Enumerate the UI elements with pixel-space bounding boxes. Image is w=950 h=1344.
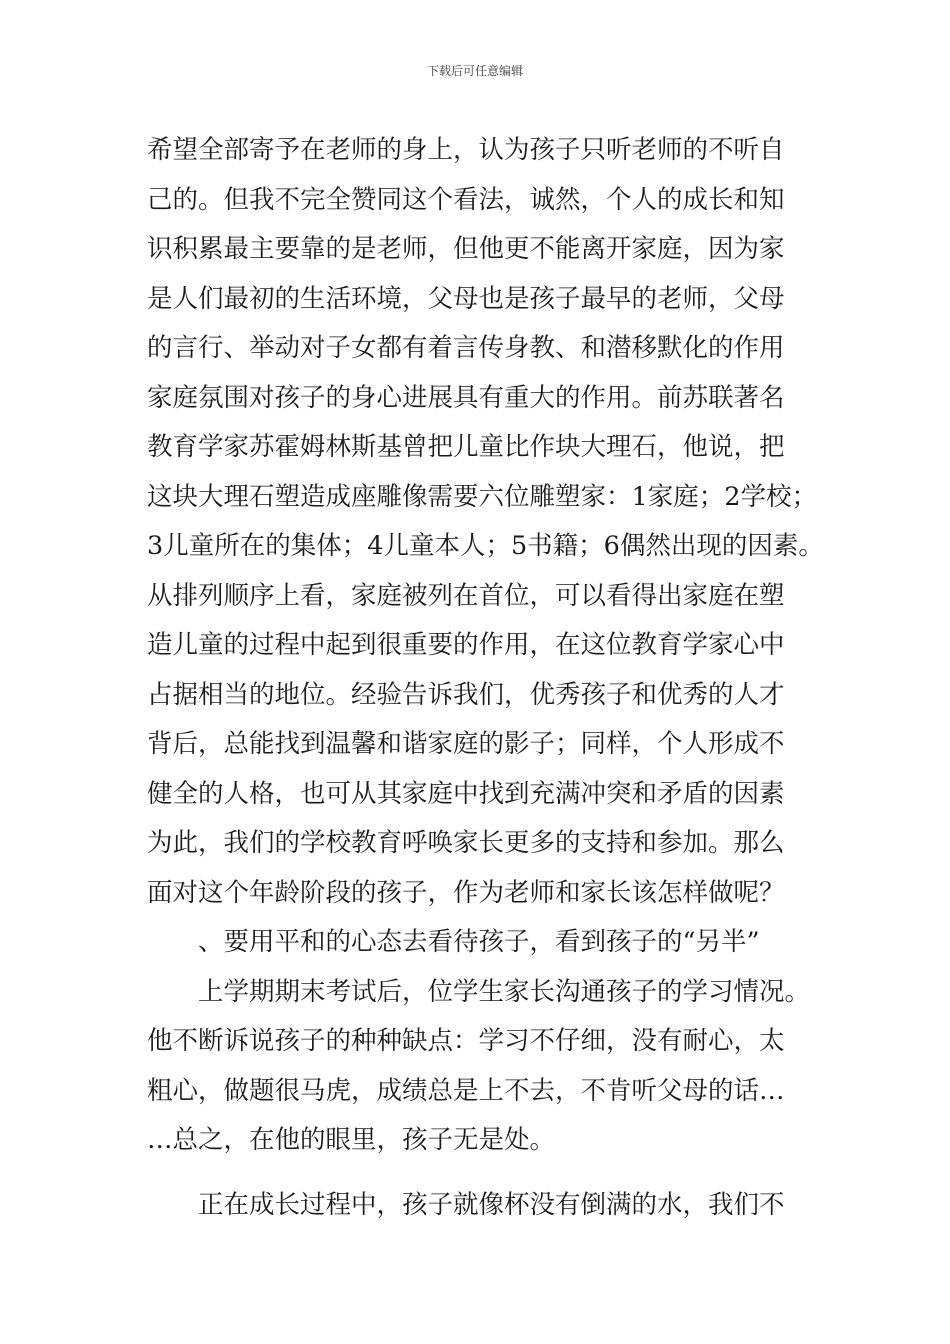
document-body (147, 126, 824, 1230)
text-line: 健全的人格，也可从其家庭中找到充满冲突和矛盾的因素 (147, 778, 785, 809)
text-line: 教育学家苏霍姆林斯基曾把儿童比作块大理石，他说，把 (147, 432, 785, 462)
text-line: 己的。但我不完全赞同这个看法，诚然，个人的成长和知 (147, 184, 785, 215)
text-line: …总之，在他的眼里，孩子无是处。 (147, 1125, 556, 1155)
text-line: 从排列顺序上看，家庭被列在首位，可以看得出家庭在塑 (147, 580, 785, 611)
text-line: 家庭氛围对孩子的身心进展具有重大的作用。前苏联著名 (147, 382, 785, 413)
text-line: 希望全部寄予在老师的身上，认为孩子只听老师的不听自 (147, 135, 785, 165)
text-line: 是人们最初的生活环境，父母也是孩子最早的老师，父母 (147, 283, 785, 314)
text-line: 3儿童所在的集体；4儿童本人；5书籍；6偶然出现的因素。 (147, 531, 824, 561)
text-line: 他不断诉说孩子的种种缺点：学习不仔细，没有耐心，太 (147, 1026, 785, 1056)
text-line: 面对这个年龄阶段的孩子，作为老师和家长该怎样做呢？ (147, 877, 785, 908)
text-line: 识积累最主要靠的是老师，但他更不能离开家庭，因为家 (147, 234, 785, 264)
text-line: 的言行、举动对子女都有着言传身教、和潜移默化的作用 (147, 333, 785, 363)
text-line: 为此，我们的学校教育呼唤家长更多的支持和参加。那么 (147, 828, 785, 858)
text-line: 粗心，做题很马虎，成绩总是上不去，不肯听父母的话… (147, 1075, 785, 1106)
paragraph-first-line: 正在成长过程中，孩子就像杯没有倒满的水，我们不 (198, 1189, 785, 1220)
text-line: 占据相当的地位。经验告诉我们，优秀孩子和优秀的人才 (147, 679, 785, 710)
text-line: 造儿童的过程中起到很重要的作用，在这位教育学家心中 (147, 630, 785, 660)
section-heading: 、要用平和的心态去看待孩子，看到孩子的“另半” (198, 927, 760, 957)
text-line: 这块大理石塑造成座雕像需要六位雕塑家：1家庭；2学校； (147, 481, 817, 512)
page-header: 下载后可任意编辑 (426, 64, 523, 78)
paragraph-first-line: 上学期期末考试后，位学生家长沟通孩子的学习情况。 (198, 976, 811, 1007)
text-line: 背后，总能找到温馨和谐家庭的影子；同样，个人形成不 (147, 729, 785, 759)
